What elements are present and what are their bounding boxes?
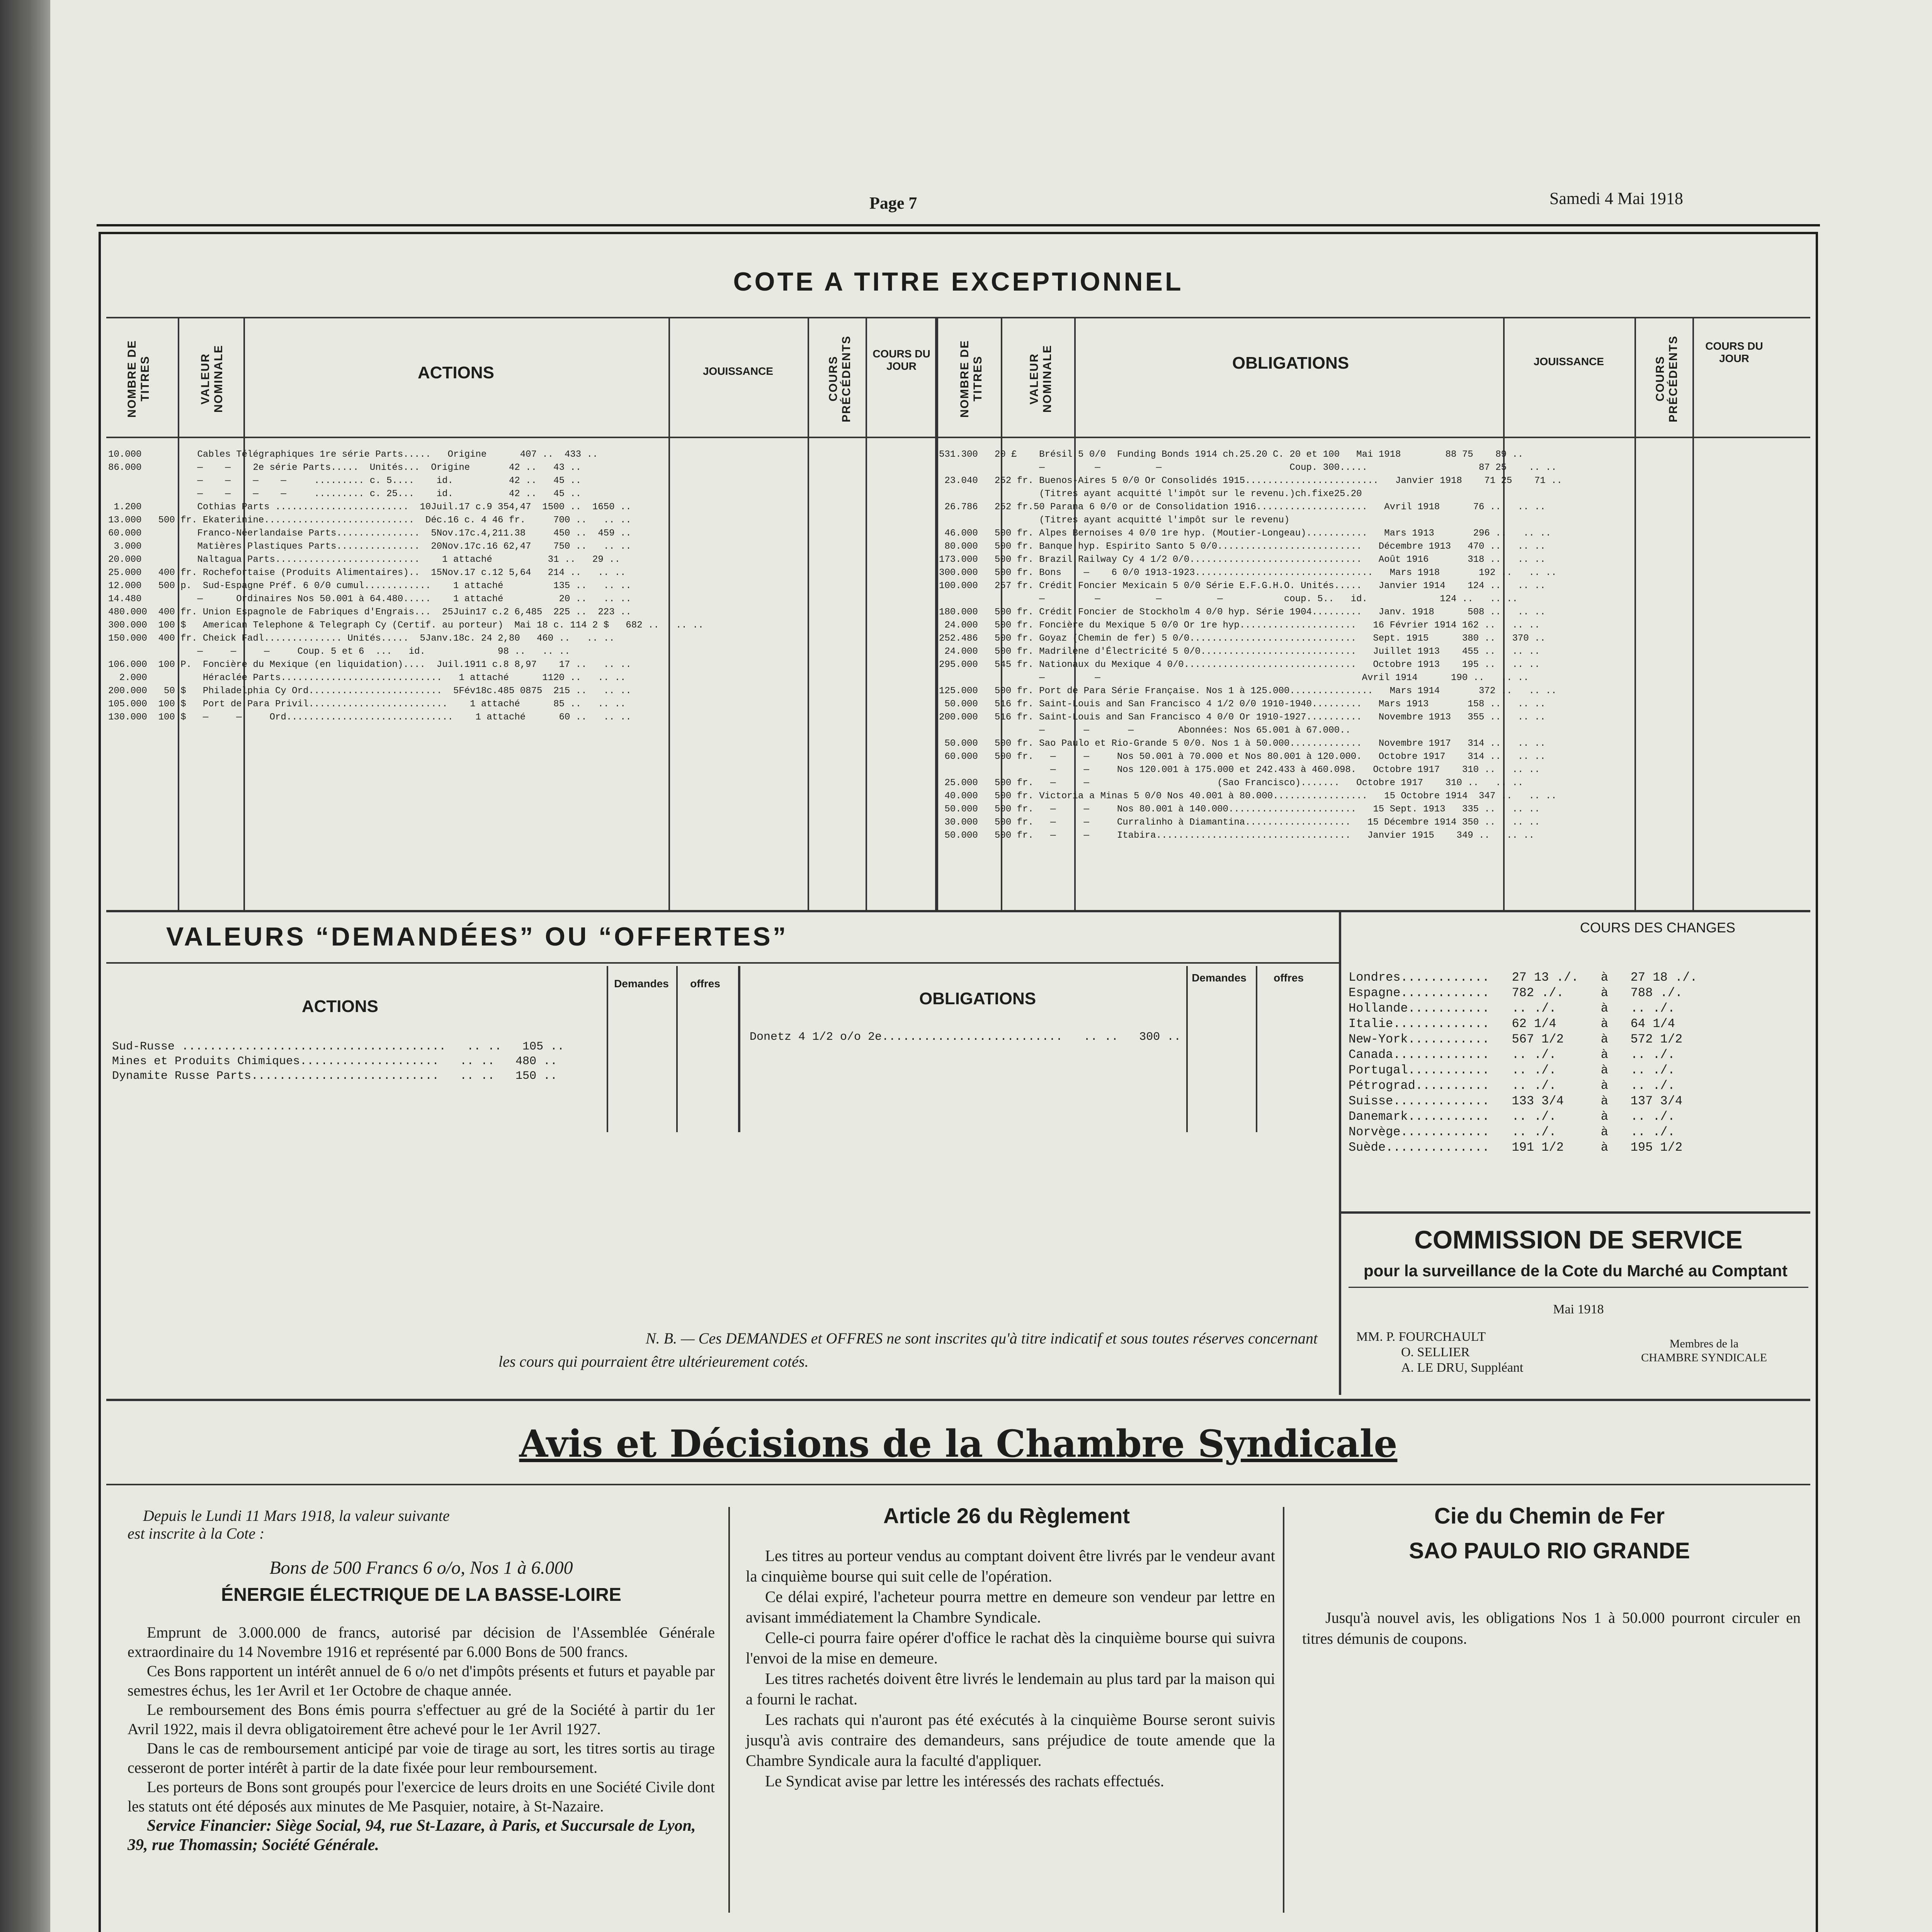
avis-line (106, 1484, 1810, 1485)
table-row: 480.000 400 fr. Union Espagnole de Fabriques d'Engrais... 25Juin17 c.2 6,485 225 .. 223 .. (108, 607, 631, 617)
table-row: 50.000 500 fr. Sao Paulo et Rio-Grande 5 0/0. Nos 1 à 50.000............. Novembre 1917 314 .. .. .. (939, 738, 1546, 749)
paragraph: Les titres au porteur vendus au comptant doivent être livrés par le vendeur avant la cinquième bourse qui suit celle de l'opération. (746, 1547, 1275, 1585)
avis-col1-text (128, 1623, 715, 1855)
demandees-sep (1339, 910, 1341, 1395)
table-row: 252.486 500 fr. Goyaz (Chemin de fer) 5 0/0.............................. Sept. 1915 380 .. 370 .. (939, 633, 1546, 644)
dem-offres-head: offres (690, 978, 720, 990)
page-date: Samedi 4 Mai 1918 (1549, 189, 1683, 208)
head-valeur-obl: VALEUR NOMINALE (1028, 345, 1054, 413)
table-row: 30.000 500 fr. — — Curralinho à Diamantina................... 15 Décembre 1914 350 .. .. .. (939, 817, 1540, 828)
col-sep (1256, 966, 1257, 1132)
col-sep (738, 966, 740, 1132)
table-row: 50.000 500 fr. — — Itabira................................... Janvier 1915 349 .. .. .. (939, 830, 1535, 841)
paragraph: Le remboursement des Bons émis pourra s'effectuer au gré de la Société à partir du 1er Avril 1922, mais il devra obligatoirement être achevé pour le 1er Avril 1927. (128, 1701, 715, 1738)
members-line-1: Membres de la (1669, 1337, 1739, 1350)
table-row: — — — — ......... c. 5.... id. 42 .. 45 .. (108, 476, 582, 486)
changes-line (1341, 1211, 1810, 1214)
table-row: 10.000 Cables Télégraphiques 1re série Parts..... Origine 407 .. 433 .. (108, 449, 598, 460)
table-row: 300.000 100 $ American Telephone & Telegraph Cy (Certif. au porteur) Mai 18 c. 114 2 $ 682 .. .. .. (108, 620, 704, 631)
table-row: 200.000 50 $ Philadelphia Cy Ord........................ 5Fév18c.485 0875 215 .. .. .. (108, 686, 631, 696)
dem-note: N. B. — Ces DEMANDES et OFFRES ne sont inscrites qu'à titre indicatif et sous toutes réserves concernant (645, 1330, 1318, 1347)
exchange-row: Londres............ 27 13 ./. à 27 18 ./. (1349, 970, 1697, 985)
dem-actions-list (112, 1039, 730, 1083)
table-row: Donetz 4 1/2 o/o 2e.......................... .. .. 300 .. (750, 1031, 1181, 1044)
avis-col1-intro (128, 1507, 715, 1543)
commission-title: COMMISSION DE SERVICE (1414, 1225, 1743, 1254)
table-row: (Titres ayant acquitté l'impôt sur le revenu) (939, 515, 1290, 526)
table-row: 295.000 545 fr. Nationaux du Mexique 4 0/0............................... Octobre 1913 195 .. .. .. (939, 660, 1540, 670)
table-row: 26.786 252 fr.50 Parana 6 0/0 or de Consolidation 1916.................... Avril 1918 76 .. .. .. (939, 502, 1546, 512)
table-row: Dynamite Russe Parts........................... .. .. 150 .. (112, 1070, 558, 1083)
paragraph: Les rachats qui n'auront pas été exécutés à la cinquième Bourse seront suivis jusqu'à avis contraire des demandeurs, sans préjudice de toute amende que la Chambre Syndicale aura la faculté d'appliquer. (746, 1711, 1275, 1769)
cote-actions-table (108, 448, 935, 904)
paragraph: Les titres rachetés doivent être livrés le lendemain au plus tard par la maison qui a fourni le rachat. (746, 1670, 1275, 1708)
paragraph: Celle-ci pourra faire opérer d'office le rachat dès la cinquième bourse qui suivra l'envoi de la mise en demeure. (746, 1629, 1275, 1667)
cote-bottom-line (106, 910, 1810, 912)
book-spine (0, 0, 50, 1932)
commission-members (1611, 1337, 1797, 1365)
commission-name-2: O. SELLIER (1401, 1345, 1470, 1359)
exchange-row: New-York........... 567 1/2 à 572 1/2 (1349, 1032, 1683, 1046)
table-row: 300.000 500 fr. Bons — 6 0/0 1913-1923................................ Mars 1918 192 .. .. .. (939, 568, 1557, 578)
dem-obligations-head: OBLIGATIONS (919, 989, 1036, 1008)
table-row: 14.480 — Ordinaires Nos 50.001 à 64.480..... 1 attaché 20 .. .. .. (108, 594, 631, 604)
exchange-row: Canada............. .. ./. à .. ./. (1349, 1048, 1675, 1062)
table-row: 130.000 100 $ — — Ord.............................. 1 attaché 60 .. .. .. (108, 712, 631, 723)
dem-obligations-list (750, 1030, 1329, 1044)
head-cours-prec: COURS PRÉCÉDENTS (827, 335, 853, 422)
head-jouissance: JOUISSANCE (702, 365, 774, 377)
table-row: 40.000 500 fr. Victoria a Minas 5 0/0 Nos 40.001 à 80.000................. 15 Octobre 1914 347 .. .. .. (939, 791, 1557, 801)
paragraph: Le Syndicat avise par lettre les intéressés des rachats effectués. (765, 1772, 1164, 1790)
table-row: 24.000 500 fr. Foncière du Mexique 5 0/0 Or 1re hyp..................... 16 Février 1914 162 .. .. .. (939, 620, 1540, 631)
table-row: 531.300 20 £ Brésil 5 0/0 Funding Bonds 1914 ch.25.20 C. 20 et 100 Mai 1918 88 75 89 .. (939, 449, 1524, 460)
paragraph: Dans le cas de remboursement anticipé par voie de tirage au sort, les titres sortis au tirage cesseront de porter intérêt à partir de la date fixée pour leur remboursement. (128, 1740, 715, 1776)
dem-offres-head-2: offres (1274, 972, 1304, 984)
avis-top-line (106, 1399, 1810, 1401)
exchange-row: Hollande........... .. ./. à .. ./. (1349, 1001, 1675, 1015)
head-nombre: NOMBRE DE TITRES (126, 340, 151, 418)
table-row: 173.000 500 fr. Brazil Railway Cy 4 1/2 0/0............................... Août 1916 318 .. .. .. (939, 554, 1546, 565)
table-row: 46.000 500 fr. Alpes Bernoises 4 0/0 1re hyp. (Moutier-Longeau)........... Mars 1913 296 .. .. .. (939, 528, 1551, 539)
table-row: 60.000 500 fr. — — Nos 50.001 à 70.000 et Nos 80.001 à 120.000. Octobre 1917 314 .. .. .. (939, 752, 1546, 762)
exchange-row: Portugal........... .. ./. à .. ./. (1349, 1063, 1675, 1077)
commission-name-1: MM. P. FOURCHAULT (1356, 1330, 1486, 1344)
head-valeur: VALEUR NOMINALE (199, 345, 225, 413)
demandees-title: VALEURS “DEMANDÉES” OU “OFFERTES” (166, 922, 788, 951)
table-row: 13.000 500 fr. Ekaterinine........................... Déc.16 c. 4 46 fr. 700 .. .. .. (108, 515, 631, 526)
head-nombre-obl: NOMBRE DE TITRES (958, 340, 984, 418)
head-obligations: OBLIGATIONS (1232, 354, 1349, 372)
table-row: 50.000 500 fr. — — Nos 80.001 à 140.000....................... 15 Sept. 1913 335 .. .. .. (939, 804, 1540, 815)
commission-subtitle: pour la surveillance de la Cote du Marché au Comptant (1364, 1262, 1787, 1280)
exchange-row: Suède.............. 191 1/2 à 195 1/2 (1349, 1140, 1683, 1155)
table-row: 12.000 500 p. Sud-Espagne Préf. 6 0/0 cumul............ 1 attaché 135 .. .. .. (108, 581, 631, 591)
cote-head-line (106, 437, 1810, 438)
avis-title: Avis et Décisions de la Chambre Syndicale (519, 1422, 1398, 1466)
table-row: 24.000 500 fr. Madrilène d'Électricité 5 0/0............................ Juillet 1913 455 .. .. .. (939, 646, 1540, 657)
changes-title: COURS DES CHANGES (1580, 920, 1736, 935)
table-row: 23.040 252 fr. Buenos-Aires 5 0/0 Or Consolidés 1915........................ Janvier 1918 71 25 71 .. (939, 476, 1563, 486)
col-sep (1186, 966, 1188, 1132)
head-cours-prec-obl: COURS PRÉCÉDENTS (1654, 335, 1680, 422)
table-row: — — — Coup. 300..... 87 25 .. .. (939, 463, 1557, 473)
table-row: Sud-Russe ...................................... .. .. 105 .. (112, 1040, 565, 1053)
table-row: — — — Coup. 5 et 6 ... id. 98 .. .. .. (108, 646, 570, 657)
dem-demandes-head-2: Demandes (1192, 972, 1247, 984)
table-row: 3.000 Matières Plastiques Parts............... 20Nov.17c.16 62,47 750 .. .. .. (108, 541, 631, 552)
cote-top-line (106, 317, 1810, 318)
exchange-row: Norvège............ .. ./. à .. ./. (1349, 1125, 1675, 1139)
table-row: 60.000 Franco-Néerlandaise Parts............... 5Nov.17c.4,211.38 450 .. 459 .. (108, 528, 631, 539)
head-cours-jour-obl: COURS DU JOUR (1705, 340, 1763, 364)
table-row: 80.000 500 fr. Banque hyp. Espirito Santo 5 0/0.......................... Décembre 1913 470 .. .. .. (939, 541, 1546, 552)
head-jouissance-obl: JOUISSANCE (1533, 355, 1604, 367)
header-rule (97, 224, 1820, 226)
dem-demandes-head: Demandes (614, 978, 669, 990)
table-row: 50.000 516 fr. Saint-Louis and San Francisco 4 1/2 0/0 1910-1940......... Mars 1913 158 .. .. .. (939, 699, 1546, 709)
commission-names (1356, 1329, 1523, 1376)
avis-sep-2 (1283, 1507, 1284, 1913)
table-row: 86.000 — — 2e série Parts..... Unités... Origine 42 .. 43 .. (108, 463, 582, 473)
avis-col2-text (746, 1546, 1275, 1791)
avis-col3-text: Jusqu'à nouvel avis, les obligations Nos 1 à 50.000 pourront circuler en titres démunis de coupons. (1302, 1609, 1801, 1647)
table-row: 106.000 100 P. Foncière du Mexique (en liquidation).... Juil.1911 c.8 8,97 17 .. .. .. (108, 660, 631, 670)
avis-col3-title1: Cie du Chemin de Fer (1434, 1503, 1665, 1529)
exchange-row: Pétrograd.......... .. ./. à .. ./. (1349, 1078, 1675, 1093)
avis-intro-2: est inscrite à la Cote : (128, 1525, 265, 1542)
table-row: 2.000 Héraclée Parts............................. 1 attaché 1120 .. .. .. (108, 673, 626, 683)
page-number: Page 7 (869, 194, 917, 213)
paragraph: Ce délai expiré, l'acheteur pourra mettre en demeure son vendeur par lettre en avisant immédiatement la Chambre Syndicale. (746, 1588, 1275, 1626)
table-row: 1.200 Cothias Parts ........................ 10Juil.17 c.9 354,47 1500 .. 1650 .. (108, 502, 631, 512)
dem-actions-head: ACTIONS (302, 997, 378, 1016)
service-financier: Service Financier: Siège Social, 94, rue St-Lazare, à Paris, et Succursale de Lyon, 39, rue Thomassin; Société Générale. (128, 1817, 696, 1854)
table-row: 20.000 Naltagua Parts.......................... 1 attaché 31 .. 29 .. (108, 554, 621, 565)
paragraph: Emprunt de 3.000.000 de francs, autorisé par décision de l'Assemblée Générale extraordinaire du 14 Novembre 1916 et représenté par 6.000 Bons de 500 francs. (128, 1624, 715, 1660)
table-row: — — — — coup. 5.. id. 124 .. .. .. (939, 594, 1518, 604)
cote-title: COTE A TITRE EXCEPTIONNEL (733, 267, 1184, 296)
avis-sep-1 (728, 1507, 730, 1913)
table-row: 125.000 500 fr. Port de Para Série Française. Nos 1 à 125.000............... Mars 1914 372 .. .. .. (939, 686, 1557, 696)
table-row: 105.000 100 $ Port de Para Privil......................... 1 attaché 85 .. .. .. (108, 699, 626, 709)
table-row: 100.000 257 fr. Crédit Foncier Mexicain 5 0/0 Série E.F.G.H.O. Unités..... Janvier 1914 124 .. .. .. (939, 581, 1546, 591)
exchange-row: Danemark........... .. ./. à .. ./. (1349, 1109, 1675, 1124)
exchange-row: Espagne............ 782 ./. à 788 ./. (1349, 986, 1683, 1000)
commission-name-3: A. LE DRU, Suppléant (1401, 1361, 1524, 1375)
head-cours-jour: COURS DU JOUR (872, 348, 930, 372)
table-row: — — — — ......... c. 25... id. 42 .. 45 .. (108, 489, 582, 499)
exchange-row: Suisse............. 133 3/4 à 137 3/4 (1349, 1094, 1683, 1108)
avis-col3-title2: SAO PAULO RIO GRANDE (1409, 1538, 1690, 1563)
dem-note-2: les cours qui pourraient être ultérieurement cotés. (498, 1353, 809, 1370)
avis-bons: Bons de 500 Francs 6 o/o, Nos 1 à 6.000 (269, 1558, 573, 1578)
avis-company: ÉNERGIE ÉLECTRIQUE DE LA BASSE-LOIRE (221, 1585, 621, 1605)
table-row: — — Nos 120.001 à 175.000 et 242.433 à 460.098. Octobre 1917 310 .. .. .. (939, 765, 1540, 775)
members-line-2: CHAMBRE SYNDICALE (1641, 1351, 1767, 1364)
col-sep (935, 317, 938, 910)
newspaper-page (50, 0, 1932, 1932)
paragraph: Les porteurs de Bons sont groupés pour l'exercice de leurs droits en une Société Civile dont les statuts ont été déposés aux minutes de Me Pasquier, notaire, à St-Nazaire. (128, 1778, 715, 1815)
table-row: 150.000 400 fr. Cheick Fadl.............. Unités..... 5Janv.18c. 24 2,80 460 .. .. .. (108, 633, 615, 644)
table-row: — — — Abonnées: Nos 65.001 à 67.000.. (939, 725, 1351, 736)
demandees-line (106, 962, 1339, 964)
cote-obligations-table (939, 448, 1808, 904)
avis-col2-title: Article 26 du Règlement (883, 1503, 1130, 1528)
table-row: 200.000 516 fr. Saint-Louis and San Francisco 4 0/0 Or 1910-1927.......... Novembre 1913 355 .. .. .. (939, 712, 1546, 723)
table-row: (Titres ayant acquitté l'impôt sur le revenu.)ch.fixe25.20 (939, 489, 1362, 499)
avis-intro-1: Depuis le Lundi 11 Mars 1918, la valeur suivante (143, 1507, 450, 1524)
exchange-row: Italie............. 62 1/4 à 64 1/4 (1349, 1017, 1675, 1031)
table-row: 25.000 400 fr. Rochefortaise (Produits Alimentaires).. 15Nov.17 c.12 5,64 214 .. .. .. (108, 568, 626, 578)
commission-month: Mai 1918 (1553, 1302, 1604, 1316)
head-actions: ACTIONS (418, 363, 494, 382)
table-row: Mines et Produits Chimiques.................... .. .. 480 .. (112, 1055, 558, 1068)
table-row: 25.000 500 fr. — — (Sao Francisco)....... Octobre 1917 310 .. .. .. (939, 778, 1524, 788)
paragraph: Ces Bons rapportent un intérêt annuel de 6 o/o net d'impôts présents et futurs et payable par semestres échus, les 1er Avril et 1er Octobre de chaque année. (128, 1662, 715, 1699)
commission-line (1349, 1287, 1808, 1288)
table-row: — — Avril 1914 190 .. .. .. (939, 673, 1529, 683)
table-row: 180.000 500 fr. Crédit Foncier de Stockholm 4 0/0 hyp. Série 1904......... Janv. 1918 508 .. .. .. (939, 607, 1546, 617)
changes-table (1349, 970, 1808, 1155)
